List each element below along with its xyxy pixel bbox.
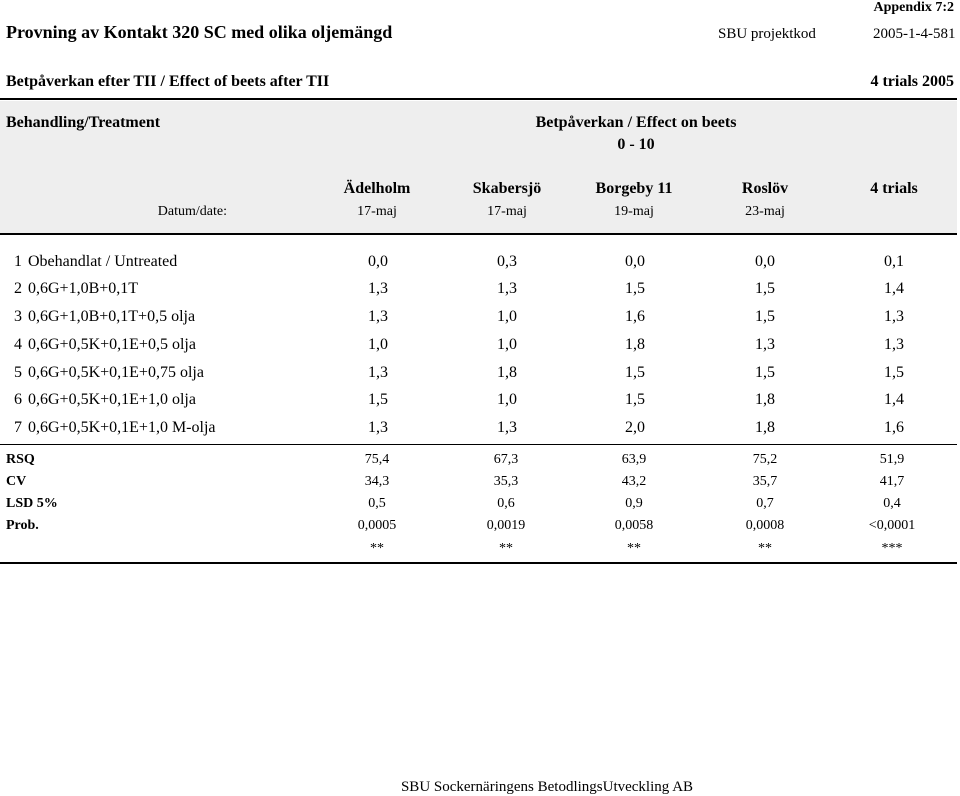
value-cell: 1,5 (884, 364, 904, 381)
stats-row (0, 496, 960, 516)
location-date: 19-maj (614, 204, 654, 219)
value-cell: 1,6 (884, 419, 904, 436)
stat-label: Prob. (6, 518, 39, 533)
stat-value: 0,7 (756, 496, 774, 511)
stat-value: <0,0001 (868, 518, 916, 533)
location-name: Borgeby 11 (595, 180, 673, 197)
value-cell: 1,6 (625, 308, 645, 325)
treatment-name: Obehandlat / Untreated (28, 253, 178, 270)
value-cell: 1,3 (497, 280, 517, 297)
value-cell: 0,1 (884, 253, 904, 270)
stats-row (0, 474, 960, 494)
value-cell: 1,3 (884, 308, 904, 325)
location-name: Ädelholm (343, 180, 411, 197)
value-cell: 1,4 (884, 391, 904, 408)
value-cell: 1,3 (497, 419, 517, 436)
stat-value: 0,0008 (745, 518, 785, 533)
significance: ** (758, 541, 772, 556)
trials-label: 4 trials 2005 (870, 73, 954, 90)
table-row (0, 419, 960, 441)
divider-bottom (0, 562, 957, 564)
location-date: 17-maj (357, 204, 397, 219)
location-date: 17-maj (487, 204, 527, 219)
table-row (0, 253, 960, 275)
stats-row (0, 452, 960, 472)
location-name: 4 trials (870, 180, 918, 197)
treatment-name: 0,6G+0,5K+0,1E+1,0 olja (28, 391, 196, 408)
location-name: Roslöv (741, 180, 789, 197)
table-row (0, 336, 960, 358)
stat-value: 0,0058 (614, 518, 654, 533)
stat-value: 67,3 (493, 452, 519, 467)
stat-value: 0,9 (625, 496, 643, 511)
row-number: 2 (14, 280, 22, 297)
divider-stats (0, 444, 957, 445)
treatment-header: Behandling/Treatment (6, 114, 161, 131)
stat-value: 35,7 (752, 474, 778, 489)
table-row (0, 391, 960, 413)
significance: *** (881, 541, 903, 556)
date-label: Datum/date: (157, 204, 227, 219)
table-row (0, 308, 960, 330)
value-cell: 1,5 (368, 391, 388, 408)
value-cell: 1,3 (368, 419, 388, 436)
value-cell: 1,3 (368, 308, 388, 325)
value-cell: 1,8 (497, 364, 517, 381)
table-row (0, 364, 960, 386)
stat-value: 0,0005 (357, 518, 397, 533)
scale-label: 0 - 10 (617, 136, 655, 153)
row-number: 4 (14, 336, 22, 353)
value-cell: 1,8 (625, 336, 645, 353)
row-number: 5 (14, 364, 22, 381)
value-cell: 1,5 (625, 391, 645, 408)
subtitle: Betpåverkan efter TII / Effect of beets after TII (6, 73, 330, 90)
treatment-name: 0,6G+1,0B+0,1T+0,5 olja (28, 308, 196, 325)
value-cell: 1,0 (497, 391, 517, 408)
value-cell: 1,3 (368, 280, 388, 297)
stat-value: 41,7 (879, 474, 905, 489)
stat-value: 75,4 (364, 452, 390, 467)
stat-value: 0,6 (497, 496, 515, 511)
value-cell: 0,0 (368, 253, 388, 270)
treatment-name: 0,6G+0,5K+0,1E+0,75 olja (28, 364, 204, 381)
value-cell: 1,0 (368, 336, 388, 353)
stat-value: 0,5 (368, 496, 386, 511)
location-date: 23-maj (745, 204, 785, 219)
stat-value: 63,9 (621, 452, 647, 467)
stat-label: LSD 5% (6, 496, 58, 511)
stat-value: 35,3 (493, 474, 519, 489)
stat-value: 34,3 (364, 474, 390, 489)
value-cell: 1,5 (755, 308, 775, 325)
stat-value: 75,2 (752, 452, 778, 467)
value-cell: 1,8 (755, 419, 775, 436)
divider-top (0, 98, 957, 100)
row-number: 7 (14, 419, 22, 436)
stat-value: 0,4 (883, 496, 901, 511)
table-row (0, 280, 960, 302)
stat-value: 0,0019 (486, 518, 526, 533)
value-cell: 1,0 (497, 308, 517, 325)
value-cell: 1,3 (755, 336, 775, 353)
value-cell: 1,3 (884, 336, 904, 353)
row-number: 3 (14, 308, 22, 325)
value-cell: 2,0 (625, 419, 645, 436)
stat-label: RSQ (6, 452, 35, 467)
value-cell: 1,4 (884, 280, 904, 297)
effect-header: Betpåverkan / Effect on beets (535, 114, 737, 131)
location-name: Skabersjö (472, 180, 542, 197)
row-number: 6 (14, 391, 22, 408)
project-label: SBU projektkod (718, 26, 816, 42)
treatment-name: 0,6G+0,5K+0,1E+1,0 M-olja (28, 419, 216, 436)
divider-header-bottom (0, 233, 957, 235)
footer-text: SBU Sockernäringens BetodlingsUtveckling AB (400, 779, 694, 795)
treatment-name: 0,6G+1,0B+0,1T (28, 280, 139, 297)
significance: ** (627, 541, 641, 556)
stats-row (0, 541, 960, 561)
stats-row (0, 518, 960, 538)
row-number: 1 (14, 253, 22, 270)
project-code: 2005-1-4-581 (873, 26, 956, 42)
value-cell: 1,5 (625, 280, 645, 297)
page-title: Provning av Kontakt 320 SC med olika oljemängd (6, 22, 393, 42)
stat-value: 43,2 (621, 474, 647, 489)
value-cell: 1,5 (625, 364, 645, 381)
value-cell: 1,3 (368, 364, 388, 381)
stat-value: 51,9 (879, 452, 905, 467)
value-cell: 1,5 (755, 280, 775, 297)
value-cell: 1,8 (755, 391, 775, 408)
value-cell: 1,5 (755, 364, 775, 381)
treatment-name: 0,6G+0,5K+0,1E+0,5 olja (28, 336, 196, 353)
value-cell: 1,0 (497, 336, 517, 353)
value-cell: 0,0 (625, 253, 645, 270)
value-cell: 0,3 (497, 253, 517, 270)
stat-label: CV (6, 474, 27, 489)
value-cell: 0,0 (755, 253, 775, 270)
significance: ** (370, 541, 384, 556)
appendix-label: Appendix 7:2 (873, 0, 954, 15)
significance: ** (499, 541, 513, 556)
